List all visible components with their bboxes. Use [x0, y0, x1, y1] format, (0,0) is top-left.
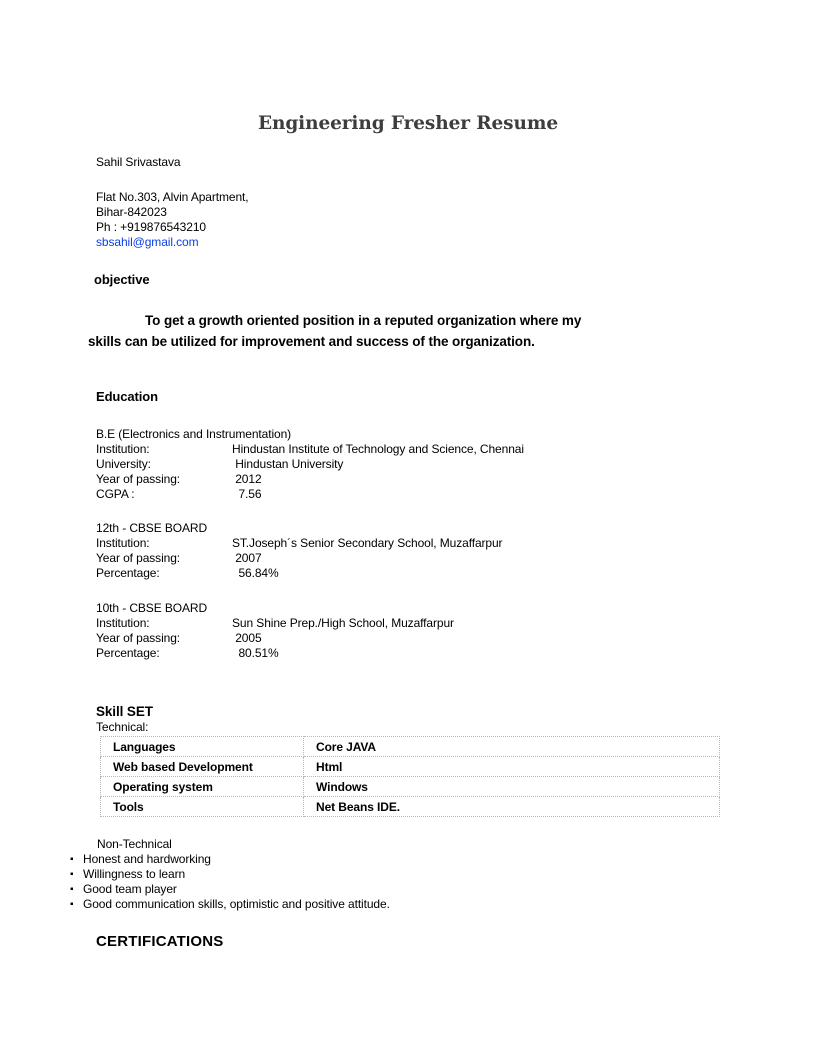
row-label: Year of passing:	[96, 631, 181, 645]
row-value: Hindustan Institute of Technology and Science, Chennai	[232, 442, 524, 456]
row-label: CGPA :	[96, 487, 135, 501]
row-value: 80.51%	[232, 646, 279, 660]
education-row	[96, 551, 816, 566]
education-row	[96, 631, 816, 646]
phone-line: Ph : +919876543210	[96, 220, 206, 234]
education-entry-12th	[96, 521, 816, 581]
skill-set-heading: Skill SET	[96, 704, 153, 719]
row-label: Year of passing:	[96, 551, 181, 565]
objective-line-1: To get a growth oriented position in a reputed organization where my	[145, 313, 582, 328]
row-label: Year of passing:	[96, 472, 181, 486]
technical-label: Technical:	[96, 720, 149, 734]
list-item-text: Good communication skills, optimistic and positive attitude.	[83, 897, 390, 911]
row-value: 2012	[232, 472, 262, 486]
degree-title: B.E (Electronics and Instrumentation)	[96, 427, 292, 441]
skill-category-cell: Web based Development	[101, 757, 304, 777]
list-item-text: Honest and hardworking	[83, 852, 211, 866]
non-technical-list	[70, 852, 816, 912]
non-technical-label: Non-Technical	[97, 837, 172, 851]
education-row	[96, 472, 816, 487]
email-link[interactable]: sbsahil@gmail.com	[96, 235, 199, 249]
row-value: ST.Joseph´s Senior Secondary School, Muzaffarpur	[232, 536, 503, 550]
row-label: Percentage:	[96, 566, 160, 580]
contact-block	[96, 190, 816, 250]
row-label: Institution:	[96, 616, 150, 630]
objective-heading: objective	[94, 272, 150, 287]
table-row	[101, 737, 720, 757]
square-bullet-icon: ▪	[70, 854, 74, 865]
row-value: Sun Shine Prep./High School, Muzaffarpur	[232, 616, 454, 630]
row-value: 2005	[232, 631, 262, 645]
row-value: 56.84%	[232, 566, 279, 580]
education-entry-10th	[96, 601, 816, 661]
square-bullet-icon: ▪	[70, 869, 74, 880]
education-row	[96, 646, 816, 661]
square-bullet-icon: ▪	[70, 884, 74, 895]
row-value: 7.56	[232, 487, 262, 501]
education-row	[96, 442, 816, 457]
skill-value-cell: Core JAVA	[304, 737, 720, 757]
table-row	[101, 777, 720, 797]
row-value: 2007	[232, 551, 262, 565]
skill-value-cell: Html	[304, 757, 720, 777]
education-row	[96, 616, 816, 631]
table-row	[101, 757, 720, 777]
degree-title: 12th - CBSE BOARD	[96, 521, 208, 535]
list-item-text: Good team player	[83, 882, 177, 896]
education-row	[96, 487, 816, 502]
education-row	[96, 566, 816, 581]
list-item	[70, 882, 816, 897]
skill-category-cell: Operating system	[101, 777, 304, 797]
contact-name: Sahil Srivastava	[96, 155, 181, 169]
row-label: Percentage:	[96, 646, 160, 660]
list-item	[70, 852, 816, 867]
degree-title: 10th - CBSE BOARD	[96, 601, 208, 615]
education-row	[96, 457, 816, 472]
skill-value-cell: Windows	[304, 777, 720, 797]
address-line-1: Flat No.303, Alvin Apartment,	[96, 190, 249, 204]
skill-value-cell: Net Beans IDE.	[304, 797, 720, 817]
objective-line-2: skills can be utilized for improvement and success of the organization.	[88, 334, 535, 349]
objective-paragraph	[88, 310, 728, 352]
list-item	[70, 867, 816, 882]
table-row	[101, 797, 720, 817]
skills-table	[100, 736, 720, 817]
row-label: University:	[96, 457, 151, 471]
skill-category-cell: Tools	[101, 797, 304, 817]
education-entry-be	[96, 427, 816, 502]
row-value: Hindustan University	[232, 457, 344, 471]
education-heading: Education	[96, 389, 158, 404]
row-label: Institution:	[96, 442, 150, 456]
row-label: Institution:	[96, 536, 150, 550]
page-title: Engineering Fresher Resume	[257, 113, 558, 134]
list-item-text: Willingness to learn	[83, 867, 186, 881]
education-row	[96, 536, 816, 551]
skill-category-cell: Languages	[101, 737, 304, 757]
list-item	[70, 897, 816, 912]
certifications-heading: CERTIFICATIONS	[96, 933, 224, 950]
address-line-2: Bihar-842023	[96, 205, 167, 219]
square-bullet-icon: ▪	[70, 899, 74, 910]
